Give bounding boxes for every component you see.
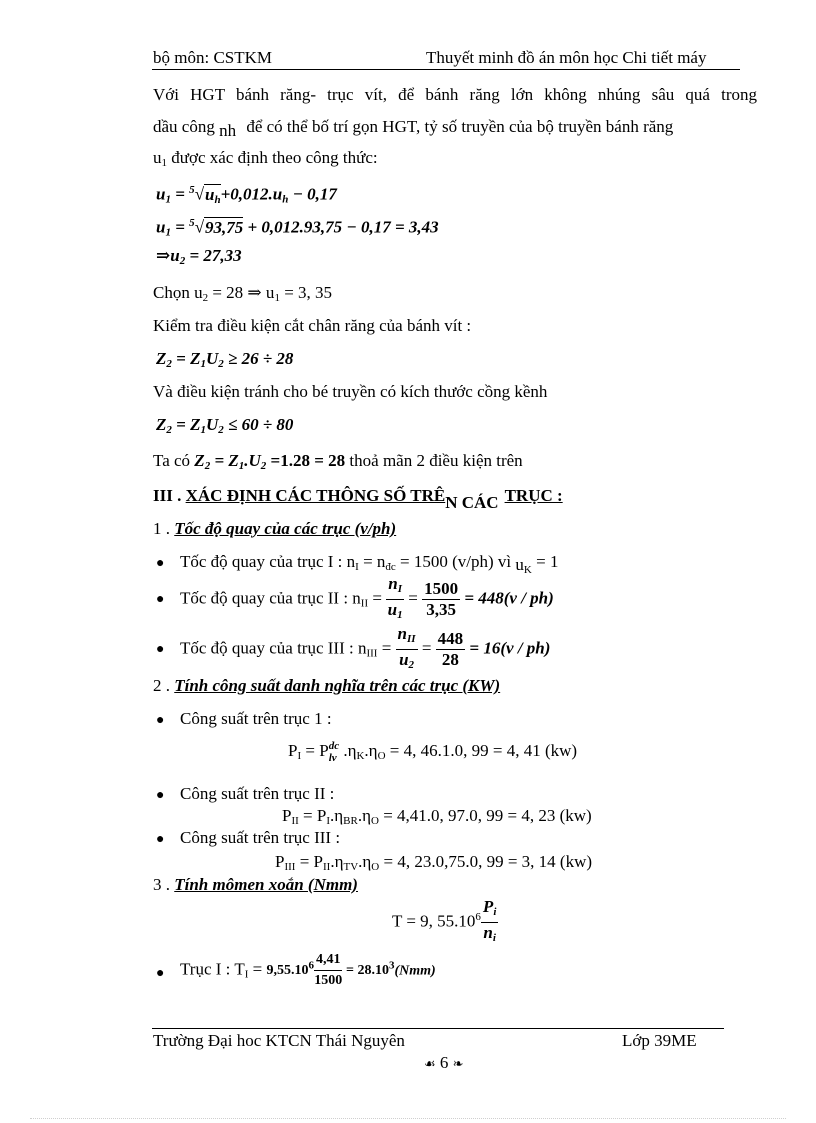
subsection-3-heading: 3 . Tính mômen xoắn (Nmm) — [153, 875, 358, 894]
power-shaft-3-label: Công suất trên trục III : — [180, 828, 341, 847]
speed-shaft-3: Tốc độ quay của trục III : $n_{III}$ = $\frac{n_{II}}{u_2}$ = $\frac{448}{28}$ = 16(v / ph) — [180, 624, 551, 671]
bullet-icon: ● — [156, 788, 165, 803]
ornament-left-icon: ☙ — [424, 1056, 436, 1071]
subsection-2-heading: 2 . Tính công suất danh nghĩa trên các trục (KW) — [153, 676, 501, 695]
power-shaft-2-formula: $P_{II} = P_I.\eta_{BR}.\eta_O = 4,41.0$, 97.0, 99 = 4, 23 (kw) — [282, 806, 592, 827]
intro-line-3: $u_1$ được xác định theo công thức: — [153, 148, 378, 169]
condition-2: $Z_2 = Z_1U_2 \le 60 \div 80$ — [156, 415, 294, 436]
bullet-icon: ● — [156, 642, 165, 657]
intro-line-1: Với HGT bánh răng- trục vít, để bánh răng lớn không nhúng sâu quá trong — [153, 85, 757, 104]
bullet-icon: ● — [156, 832, 165, 847]
formula-u2-result: $\Rightarrow u_2 = 27,33$ — [156, 246, 242, 267]
va-dieu-kien-line: Và điều kiện tránh cho bé truyền có kích thước cồng kềnh — [153, 382, 548, 401]
speed-shaft-2: Tốc độ quay của trục II : $n_{II}$ = $\frac{n_I}{u_1}$ = $\frac{1500}{3,35}$ = 448(v / ph) — [180, 574, 554, 621]
torque-general-formula: T = 9, 55.10$^6$ $\frac{P_i}{n_i}$ — [392, 897, 497, 944]
ornament-right-icon: ❧ — [452, 1056, 464, 1071]
power-shaft-3-formula: $P_{III} = P_{II}.\eta_{TV}.\eta_O = 4$, 23.0,75.0, 99 = 3, 14 (kw) — [275, 852, 593, 873]
power-shaft-1-label: Công suất trên trục 1 : — [180, 709, 332, 728]
page-edge-dotted — [30, 1118, 786, 1119]
bullet-icon: ● — [156, 966, 165, 981]
header-right: Thuyết minh đồ án môn học Chi tiết máy — [426, 48, 707, 67]
footer-divider — [152, 1028, 724, 1029]
header-divider — [152, 69, 740, 70]
subsection-1-heading: 1 . Tốc độ quay của các trục (v/ph) — [153, 519, 397, 538]
chon-line: Chọn $u_2 = 28$ ⇒ $u_1 = 3$, 35 — [153, 283, 333, 304]
formula-u1-numeric: $u_1 = ^5√93,75 + 0,012.93,75 - 0,17 = 3,43$ — [156, 217, 439, 239]
torque-shaft-1: Trục I : $T_I = 9,55.10^6$ $\frac{4,41}{1500}$ = $28.10^3(Nmm)$ — [180, 952, 436, 988]
header-left: bộ môn: CSTKM — [153, 48, 273, 67]
page-number: ☙ 6 ❧ — [424, 1053, 464, 1072]
formula-u1-general: $u_1 = ^5√u_h+0,012.u_h - 0,17$ — [156, 184, 337, 206]
kiem-tra-line: Kiểm tra điều kiện cắt chân răng của bánh vít : — [153, 316, 472, 335]
condition-1: $Z_2 = Z_1U_2 \ge 26 \div 28$ — [156, 349, 294, 370]
intro-line-2: dầu công nh để có thể bố trí gọn HGT, tỷ số truyền của bộ truyền bánh răng — [153, 117, 674, 140]
footer-left: Trường Đại hoc KTCN Thái Nguyên — [153, 1031, 405, 1050]
section-3-heading: III . XÁC ĐỊNH CÁC THÔNG SỐ TRÊN CÁC TRỤC : — [153, 486, 563, 512]
bullet-icon: ● — [156, 713, 165, 728]
ta-co-line: Ta có $Z_2 = Z_1.U_2 =1.28 = 28$ thoả mãn 2 điều kiện trên — [153, 451, 523, 472]
speed-shaft-1: Tốc độ quay của trục I : $n_I = n_{đc} = 1500$ (v/ph) vì $u_K = 1$ — [180, 552, 559, 576]
bullet-icon: ● — [156, 592, 165, 607]
power-shaft-1-formula: $P_I = P$ dc lv $.\eta_K.\eta_O = 4$, 46.1.0, 99 = 4, 41 (kw) — [288, 740, 578, 764]
bullet-icon: ● — [156, 556, 165, 571]
footer-right: Lớp 39ME — [622, 1031, 697, 1050]
power-shaft-2-label: Công suất trên trục II : — [180, 784, 335, 803]
